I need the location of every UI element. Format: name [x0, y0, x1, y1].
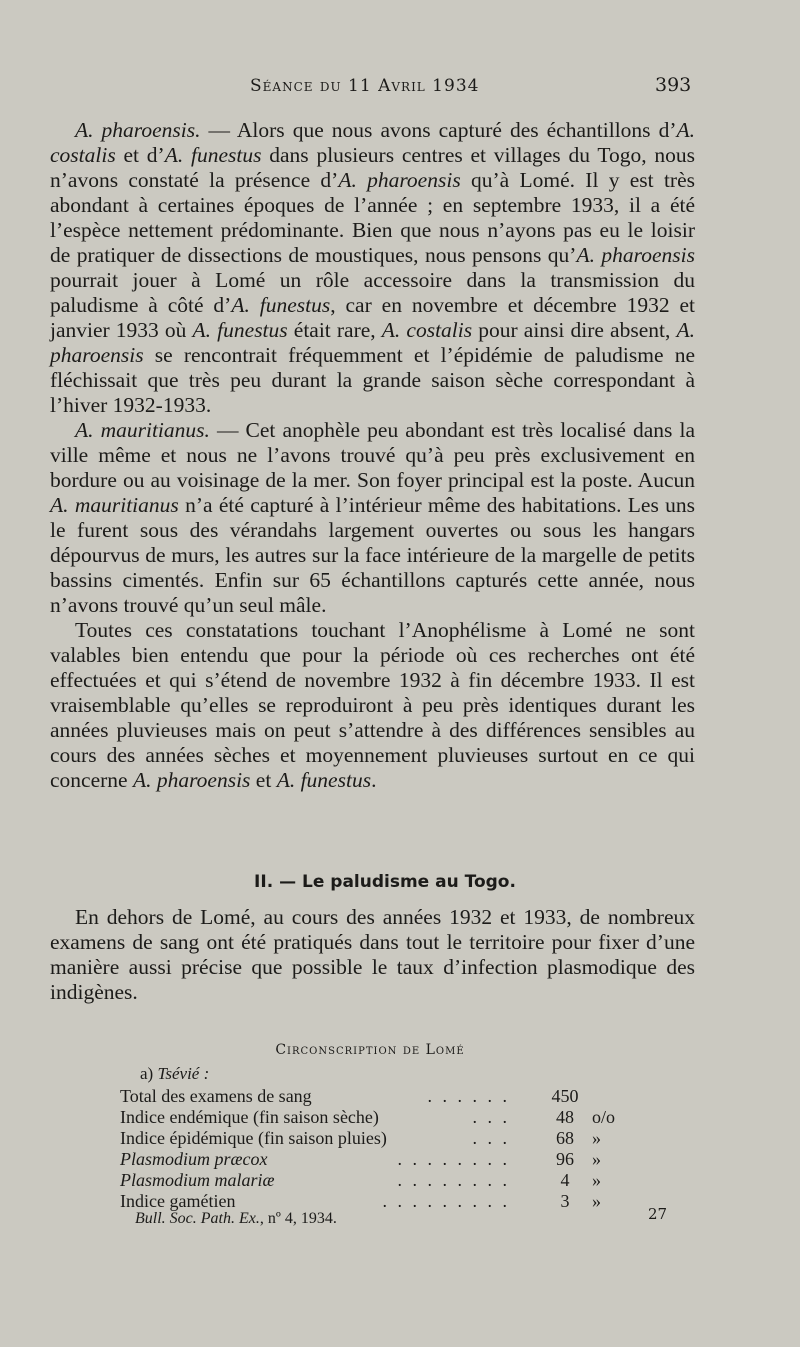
- row-unit: »: [592, 1191, 601, 1211]
- leader-dots: . . . . . .: [427, 1086, 510, 1106]
- paragraph-conclusion: [50, 618, 695, 793]
- row-unit: »: [592, 1128, 601, 1148]
- citation-issue: , nº 4, 1934.: [259, 1210, 337, 1227]
- row-value: 68: [556, 1128, 574, 1148]
- leader-dots: . . .: [472, 1107, 510, 1127]
- row-label: Indice endémique (fin saison sèche): [120, 1107, 379, 1127]
- text-run: et: [250, 768, 277, 792]
- text-run: était rare,: [287, 318, 382, 342]
- species-name: A. mauritianus.: [75, 418, 210, 442]
- main-text: [50, 118, 695, 793]
- table-sublabel: [140, 1064, 209, 1084]
- text-run: , car en novembre et décembre 1932 et janvier 1933 où: [50, 293, 696, 342]
- stats-row: [120, 1191, 640, 1212]
- text-run: .: [371, 768, 377, 792]
- leader-dots: . . . . . . . .: [397, 1149, 510, 1169]
- row-value: 3: [560, 1191, 570, 1211]
- paragraph-pharoensis: [50, 118, 695, 418]
- sublabel-prefix: a): [140, 1064, 158, 1083]
- citation-journal: Bull. Soc. Path. Ex.: [135, 1210, 260, 1227]
- signature-mark: 27: [648, 1205, 668, 1223]
- species-name: A. funestus: [192, 318, 288, 342]
- text-run: Toutes ces constatations touchant l’Anophélisme à Lomé ne sont valables bien entendu que pour la période où ces recherches ont été effectuées et qui s’étend de novembre 1932 à fin décembre 1933. Il est vraisemblable qu’elles se reproduiront à peu près identiques durant les années pluvieuses mais on peut s’attendre à des différences sensibles au cours des années sèches et moyennement pluvieuses surtout en ce qui concerne: [50, 618, 695, 792]
- table-title: Circonscription de Lomé: [275, 1042, 465, 1058]
- species-name: A. pharoensis.: [75, 118, 201, 142]
- species-name: A. funestus: [276, 768, 372, 792]
- text-run: — Alors que nous avons capturé des échantillons d’: [200, 118, 677, 142]
- leader-dots: . . . . . . . .: [397, 1170, 510, 1190]
- text-run: — Cet anophèle peu abondant est très localisé dans la ville même et nous ne l’avons trouvé qu’à peu près exclusivement en bordure ou au voisinage de la mer. Son foyer principal est la poste. Aucun: [50, 418, 695, 492]
- running-title: Séance du 11 Avril 1934: [250, 76, 480, 96]
- row-unit: »: [592, 1149, 601, 1169]
- page-number: 393: [655, 74, 692, 96]
- row-label: Plasmodium præcox: [120, 1149, 268, 1169]
- stats-row: [120, 1128, 640, 1149]
- leader-dots: . . .: [472, 1128, 510, 1148]
- species-name: A. funestus: [164, 143, 262, 167]
- row-label: Total des examens de sang: [120, 1086, 312, 1106]
- row-unit: o/o: [592, 1107, 616, 1127]
- species-name: A. funestus: [231, 293, 331, 317]
- row-value: 450: [551, 1086, 579, 1106]
- species-name: A. mauritianus: [50, 493, 179, 517]
- text-run: n’a été capturé à l’intérieur même des habitations. Les uns le furent sous des vérandahs largement ouvertes ou sous les hangars dépourvus de murs, les autres sur la face intérieure de la margelle de petits bassins cimentés. Enfin sur 65 échantillons capturés cette année, nous n’avons trouvé qu’un seul mâle.: [50, 493, 695, 617]
- text-run: pour ainsi dire absent,: [472, 318, 677, 342]
- paragraph-mauritianus: [50, 418, 695, 618]
- section-heading: II. — Le paludisme au Togo.: [254, 872, 516, 892]
- text-run: pourrait jouer à Lomé un rôle accessoire dans la transmission du paludisme à côté d’: [50, 268, 695, 317]
- row-label: Plasmodium malariæ: [120, 1170, 275, 1190]
- row-value: 4: [560, 1170, 570, 1190]
- paragraph-intro: En dehors de Lomé, au cours des années 1932 et 1933, de nombreux examens de sang ont été pratiqués dans tout le territoire pour fixer d’une manière aussi précise que possible le taux d’infection plasmodique des indigènes.: [50, 905, 695, 1004]
- text-run: et d’: [115, 143, 165, 167]
- journal-citation: [135, 1210, 337, 1228]
- stats-row: [120, 1107, 640, 1128]
- row-unit: »: [592, 1170, 601, 1190]
- row-label: Indice gamétien: [120, 1191, 236, 1211]
- species-name: A. pharoensis: [576, 243, 695, 267]
- stats-row: [120, 1149, 640, 1170]
- species-name: A. pharoensis: [338, 168, 461, 192]
- species-name: A. pharoensis: [132, 768, 251, 792]
- stats-row: [120, 1170, 640, 1191]
- species-name: A. costalis: [50, 118, 695, 167]
- stats-table: [120, 1086, 640, 1212]
- text-run: qu’à Lomé. Il y est très abondant à certaines époques de l’année ; en septembre 1933, il a été l’espèce nettement prédominante. Bien que nous n’ayons pas eu le loisir de pratiquer de dissections de moustiques, nous pensons qu’: [50, 168, 695, 267]
- text-run: dans plusieurs centres et villages du Togo, nous n’avons constaté la présence d’: [50, 143, 696, 192]
- leader-dots: . . . . . . . . .: [382, 1191, 510, 1211]
- species-name: A. pharoensis: [50, 318, 695, 367]
- text-run: se rencontrait fréquemment et l’épidémie de paludisme ne fléchissait que très peu durant la grande saison sèche correspondant à l’hiver 1932-1933.: [50, 343, 695, 417]
- row-label: Indice épidémique (fin saison pluies): [120, 1128, 387, 1148]
- row-value: 96: [556, 1149, 574, 1169]
- section-text: [50, 905, 695, 1005]
- sublabel-place: Tsévié :: [157, 1064, 210, 1083]
- species-name: A. costalis: [381, 318, 473, 342]
- stats-row: [120, 1086, 640, 1107]
- row-value: 48: [556, 1107, 574, 1127]
